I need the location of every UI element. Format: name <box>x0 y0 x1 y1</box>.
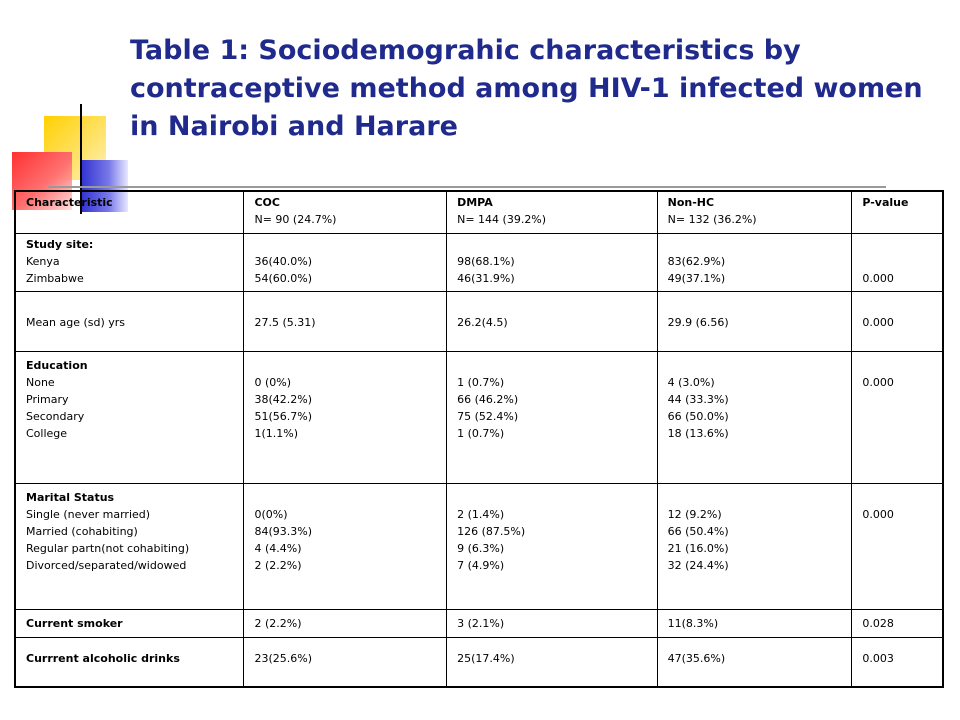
row-label-cell <box>15 351 244 483</box>
cell-value: 126 (87.5%) <box>457 524 526 538</box>
dmpa-cell <box>447 233 658 291</box>
dmpa-cell <box>447 483 658 609</box>
cell-value: 21 (16.0%) <box>667 541 729 555</box>
row-label-cell <box>15 291 244 351</box>
cell-value: 23(25.6%) <box>254 651 312 665</box>
row-sublabel: Regular partn(not cohabiting) <box>26 541 190 555</box>
pvalue-cell <box>852 351 943 483</box>
cell-value: 0.000 <box>862 315 894 329</box>
cell-value: 49(37.1%) <box>667 271 726 285</box>
cell-value: 11(8.3%) <box>667 616 719 630</box>
coc-cell <box>244 637 447 687</box>
nonhc-cell <box>657 637 852 687</box>
header-nonhc <box>657 191 852 233</box>
header-sample-size: N= 90 (24.7%) <box>254 213 337 226</box>
cell-value: 38(42.2%) <box>254 392 312 406</box>
pvalue-cell <box>852 291 943 351</box>
table-row <box>15 291 943 351</box>
cell-value: 0(0%) <box>254 507 288 521</box>
header-sample-size: N= 144 (39.2%) <box>457 213 547 226</box>
cell-value: 1 (0.7%) <box>457 426 505 440</box>
table-row <box>15 637 943 687</box>
nonhc-cell <box>657 233 852 291</box>
header-characteristic <box>15 191 244 233</box>
cell-value: 66 (50.4%) <box>667 524 729 538</box>
nonhc-cell <box>657 291 852 351</box>
cell-value: 2 (1.4%) <box>457 507 505 521</box>
row-sublabel: Single (never married) <box>26 507 151 521</box>
cell-value: 98(68.1%) <box>457 254 515 268</box>
dmpa-cell <box>447 609 658 637</box>
cell-value: 0.000 <box>862 271 894 285</box>
pvalue-cell <box>852 609 943 637</box>
table-header-row <box>15 191 943 233</box>
row-sublabel: Secondary <box>26 409 85 423</box>
cell-value: 54(60.0%) <box>254 271 312 285</box>
row-sublabel: Kenya <box>26 254 60 268</box>
row-label: Marital Status <box>26 490 115 504</box>
table-row <box>15 351 943 483</box>
cell-value: 12 (9.2%) <box>667 507 722 521</box>
row-label: Education <box>26 358 88 372</box>
nonhc-cell <box>657 351 852 483</box>
table-row <box>15 233 943 291</box>
row-sublabel: Divorced/separated/widowed <box>26 558 187 572</box>
cell-value: 75 (52.4%) <box>457 409 519 423</box>
row-label: Study site: <box>26 237 94 251</box>
slide-title: Table 1: Sociodemograhic characteristics by contraceptive method among HIV-1 infected women in Nairobi and Harare <box>130 35 923 142</box>
coc-cell <box>244 351 447 483</box>
row-label: Currrent alcoholic drinks <box>26 651 180 665</box>
row-label-cell <box>15 609 244 637</box>
row-sublabel: College <box>26 426 68 440</box>
cell-value: 47(35.6%) <box>667 651 726 665</box>
header-coc <box>244 191 447 233</box>
cell-value: 2 (2.2%) <box>254 616 302 630</box>
cell-value: 0.003 <box>862 651 894 665</box>
cell-value: 0.000 <box>862 375 894 389</box>
row-label: Current smoker <box>26 616 123 630</box>
cell-value: 27.5 (5.31) <box>254 315 316 329</box>
characteristics-table <box>14 190 944 688</box>
row-sublabel: Primary <box>26 392 69 406</box>
cell-value: 84(93.3%) <box>254 524 312 538</box>
header-label: DMPA <box>457 196 493 209</box>
dmpa-cell <box>447 291 658 351</box>
row-sublabel: Zimbabwe <box>26 271 84 285</box>
table-row <box>15 609 943 637</box>
row-sublabel: Married (cohabiting) <box>26 524 138 538</box>
cell-value: 83(62.9%) <box>667 254 726 268</box>
coc-cell <box>244 483 447 609</box>
cell-value: 66 (46.2%) <box>457 392 519 406</box>
table-row <box>15 483 943 609</box>
header-dmpa <box>447 191 658 233</box>
header-label: COC <box>254 196 280 209</box>
cell-value: 0 (0%) <box>254 375 291 389</box>
cell-value: 29.9 (6.56) <box>667 315 729 329</box>
cell-value: 1 (0.7%) <box>457 375 505 389</box>
nonhc-cell <box>657 609 852 637</box>
cell-value: 2 (2.2%) <box>254 558 302 572</box>
cell-value: 0.028 <box>862 616 894 630</box>
row-label: Mean age (sd) yrs <box>26 315 126 329</box>
coc-cell <box>244 233 447 291</box>
pvalue-cell <box>852 483 943 609</box>
pvalue-cell <box>852 637 943 687</box>
nonhc-cell <box>657 483 852 609</box>
cell-value: 46(31.9%) <box>457 271 515 285</box>
dmpa-cell <box>447 351 658 483</box>
cell-value: 4 (3.0%) <box>667 375 715 389</box>
cell-value: 18 (13.6%) <box>667 426 729 440</box>
cell-value: 0.000 <box>862 507 894 521</box>
decorative-horizontal-line <box>48 186 886 188</box>
cell-value: 25(17.4%) <box>457 651 515 665</box>
coc-cell <box>244 291 447 351</box>
header-pvalue <box>852 191 943 233</box>
cell-value: 66 (50.0%) <box>667 409 729 423</box>
dmpa-cell <box>447 637 658 687</box>
cell-value: 4 (4.4%) <box>254 541 302 555</box>
cell-value: 36(40.0%) <box>254 254 312 268</box>
cell-value: 32 (24.4%) <box>667 558 729 572</box>
header-sample-size: N= 132 (36.2%) <box>667 213 757 226</box>
cell-value: 1(1.1%) <box>254 426 298 440</box>
header-label: Non-HC <box>667 196 715 209</box>
header-label: Characteristic <box>26 196 113 209</box>
header-label: P-value <box>862 196 909 209</box>
row-label-cell <box>15 233 244 291</box>
cell-value: 51(56.7%) <box>254 409 312 423</box>
row-label-cell <box>15 483 244 609</box>
row-sublabel: None <box>26 375 55 389</box>
cell-value: 7 (4.9%) <box>457 558 505 572</box>
cell-value: 3 (2.1%) <box>457 616 505 630</box>
row-label-cell <box>15 637 244 687</box>
cell-value: 26.2(4.5) <box>457 315 508 329</box>
coc-cell <box>244 609 447 637</box>
pvalue-cell <box>852 233 943 291</box>
cell-value: 9 (6.3%) <box>457 541 505 555</box>
cell-value: 44 (33.3%) <box>667 392 729 406</box>
